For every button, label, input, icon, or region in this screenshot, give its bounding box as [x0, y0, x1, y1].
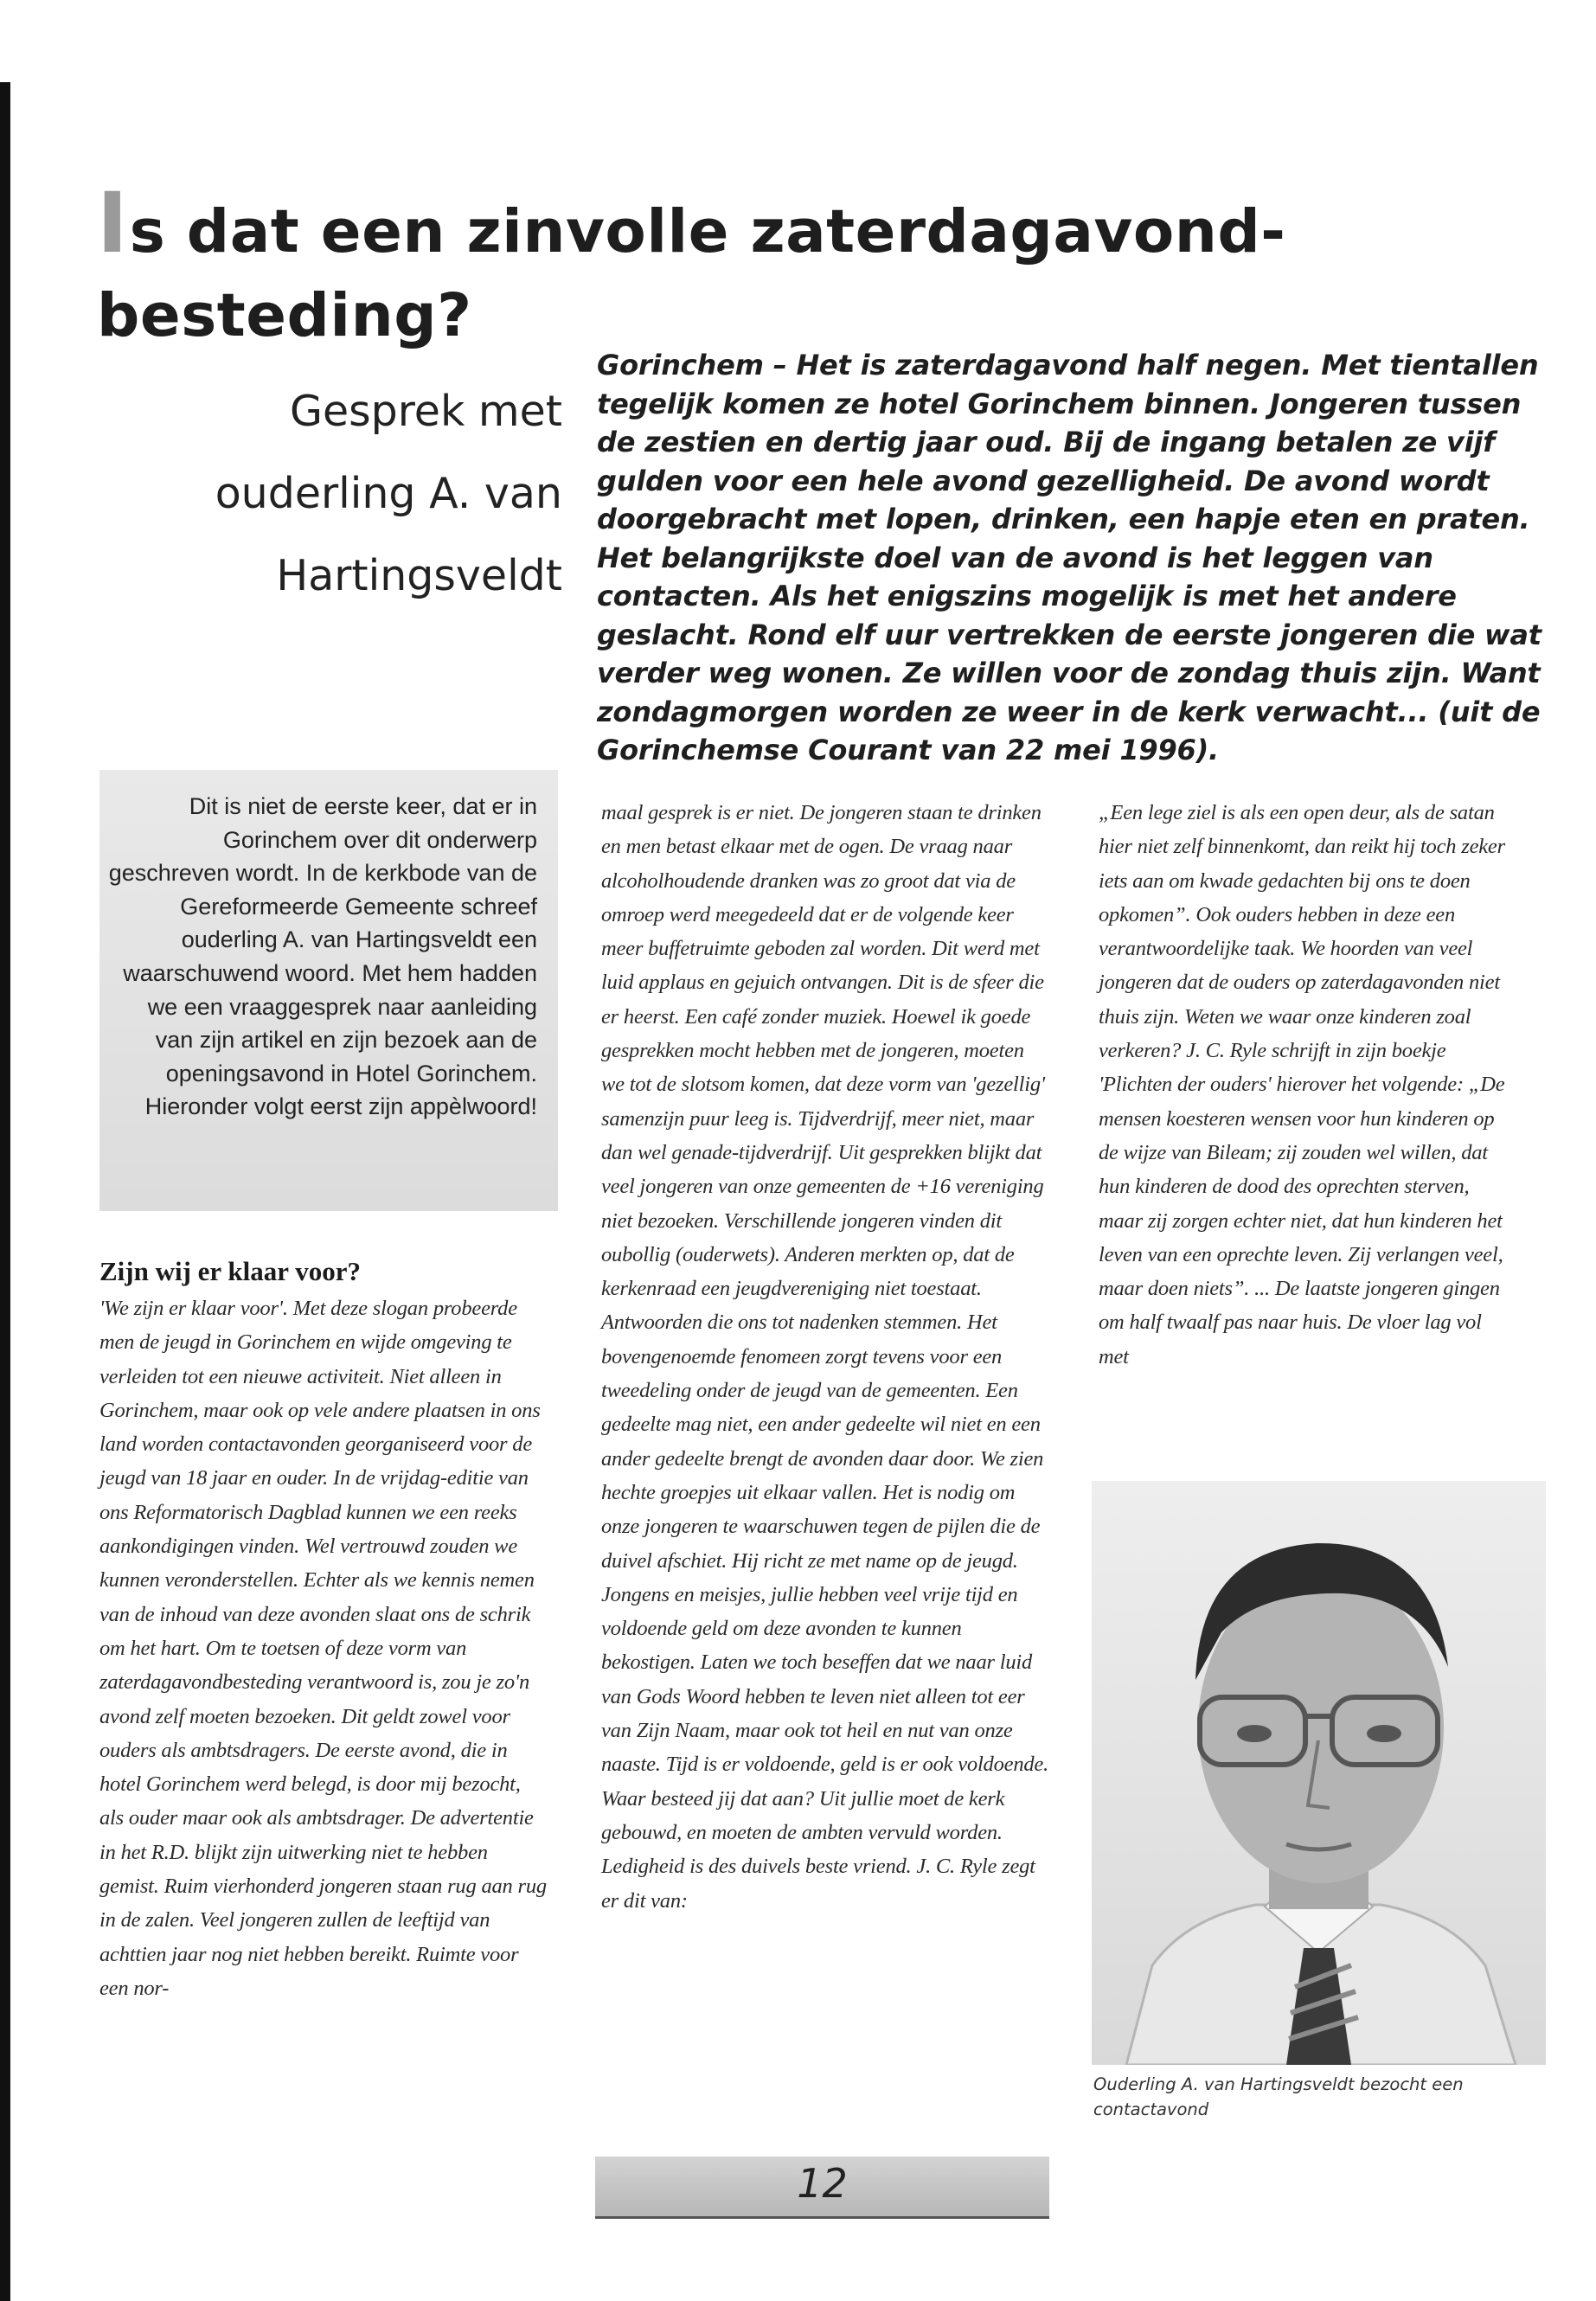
- portrait-illustration: [1092, 1481, 1546, 2065]
- article-lede: Gorinchem – Het is zaterdagavond half negen. Met tientallen tegelijk komen ze hotel Gorinchem binnen. Jongeren tussen de zestien en dertig jaar oud. Bij de ingang betalen ze vijf gulden voor een hele avond gezelligheid. De avond wordt doorgebracht met lopen, drinken, een hapje eten en praten. Het belangrijkste doel van de avond is het leggen van contacten. Als het enigszins mogelijk is met het andere geslacht. Rond elf uur vertrekken de eerste jongeren die wat verder weg wonen. Ze willen voor de zondag thuis zijn. Want zondagmorgen worden ze weer in de kerk verwacht... (uit de Gorinchemse Courant van 22 mei 1996).: [597, 349, 1542, 766]
- body-column-2: maal gesprek is er niet. De jongeren staan te drinken en men betast elkaar met de ogen. De vraag naar alcoholhoudende dranken was zo groot dat via de omroep werd meegedeeld dat er de volgende keer meer buffetruimte geboden zal worden. Dit werd met luid applaus en gejuich ontvangen. Dit is de sfeer die er heerst. Een café zonder muziek. Hoewel ik goede gesprekken mocht hebben met de jongeren, moeten we tot de slotsom komen, dat deze vorm van 'gezellig' samenzijn puur leeg is. Tijdverdrijf, meer niet, maar dan wel genade-tijdverdrijf. Uit gesprekken blijkt dat veel jongeren van onze gemeenten de +16 vereniging niet bezoeken. Verschillende jongeren vinden dit oubollig (ouderwets). Anderen merkten op, dat de kerkenraad een jeugdvereniging niet toestaat. Antwoorden die ons tot nadenken stemmen. Het bovengenoemde fenomeen zorgt tevens voor een tweedeling onder de jeugd van de gemeenten. Een gedeelte mag niet, een ander gedeelte wil niet en een ander gedeelte brengt de avonden daar door. We zien hechte groepjes uit elkaar vallen. Het is nodig om onze jongeren te waarschuwen tegen de pijlen die de duivel afschiet. Hij richt ze met name op de jeugd. Jongens en meisjes, jullie hebben veel vrije tijd en voldoende geld om deze avonden te kunnen bekostigen. Laten we toch beseffen dat we naar luid van Gods Woord hebben te leven niet alleen tot eer van Zijn Naam, maar ook tot heil en nut van onze naaste. Tijd is er voldoende, geld is er ook voldoende. Waar besteed jij dat aan? Uit jullie moet de kerk gebouwd, en moeten de ambten vervuld worden. Ledigheid is des duivels beste vriend. J. C. Ryle zegt er dit van:: [601, 801, 1049, 1913]
- title-text: s dat een zinvolle zaterdagavond-besteding?: [97, 197, 1286, 350]
- section-heading: Zijn wij er klaar voor?: [99, 1256, 361, 1286]
- body-column-3: „Een lege ziel is als een open deur, als de satan hier niet zelf binnenkomt, dan reikt hij toch zeker iets aan om kwade gedachten bij ons te doen opkomen”. Ook ouders hebben in deze een verantwoordelijke taak. We hoorden van veel jongeren dat de ouders op zaterdagavonden niet thuis zijn. Weten we waar onze kinderen zoal verkeren? J. C. Ryle schrijft in zijn boekje 'Plichten der ouders' hierover het volgende: „De mensen koesteren wensen voor hun kinderen op de wijze van Bileam; zij zouden wel willen, dat hun kinderen de dood des oprechten sterven, maar zij zorgen echter niet, dat hun kinderen het leven van een oprechte leven. Zij verlangen veel, maar doen niets”. ... De laatste jongeren gingen om half twaalf pas naar huis. De vloer lag vol met: [1099, 801, 1505, 1368]
- page-edge-bar: [0, 82, 10, 2301]
- page-number: 12: [797, 2160, 848, 2207]
- article-title: [97, 175, 1524, 358]
- photo-caption: Ouderling A. van Hartingsveldt bezocht een contactavond: [1093, 2074, 1464, 2119]
- article-subtitle: Gesprek met ouderling A. van Hartingsveldt: [215, 387, 562, 600]
- title-initial: I: [97, 175, 125, 272]
- portrait-photo: [1092, 1481, 1546, 2065]
- body-column-1: 'We zijn er klaar voor'. Met deze slogan probeerde men de jeugd in Gorinchem en wijde omgeving te verleiden tot een nieuwe activiteit. Niet alleen in Gorinchem, maar ook op vele andere plaatsen in ons land worden contactavonden georganiseerd voor de jeugd van 18 jaar en ouder. In de vrijdag-editie van ons Reformatorisch Dagblad kunnen we een reeks aankondigingen vinden. Wel vertrouwd zouden we kunnen veronderstellen. Echter als we kennis nemen van de inhoud van deze avonden slaat ons de schrik om het hart. Om te toetsen of deze vorm van zaterdagavondbesteding verantwoord is, zou je zo'n avond zelf moeten bezoeken. Dit geldt zowel voor ouders als ambtsdragers. De eerste avond, die in hotel Gorinchem werd belegd, is door mij bezocht, als ouder maar ook als ambtsdrager. De advertentie in het R.D. blijkt zijn uitwerking niet te hebben gemist. Ruim vierhonderd jongeren staan rug aan rug in de zalen. Veel jongeren zullen de leeftijd van achttien jaar nog niet hebben bereikt. Ruimte voor een nor-: [99, 1297, 547, 2000]
- intro-text: Dit is niet de eerste keer, dat er in Gorinchem over dit onderwerp geschreven wordt. In de kerkbode van de Gereformeerde Gemeente schreef ouderling A. van Hartingsveldt een waarschuwend woord. Met hem hadden we een vraaggesprek naar aanleiding van zijn artikel en zijn bezoek aan de openingsavond in Hotel Gorinchem. Hieronder volgt eerst zijn appèlwoord!: [108, 793, 537, 1120]
